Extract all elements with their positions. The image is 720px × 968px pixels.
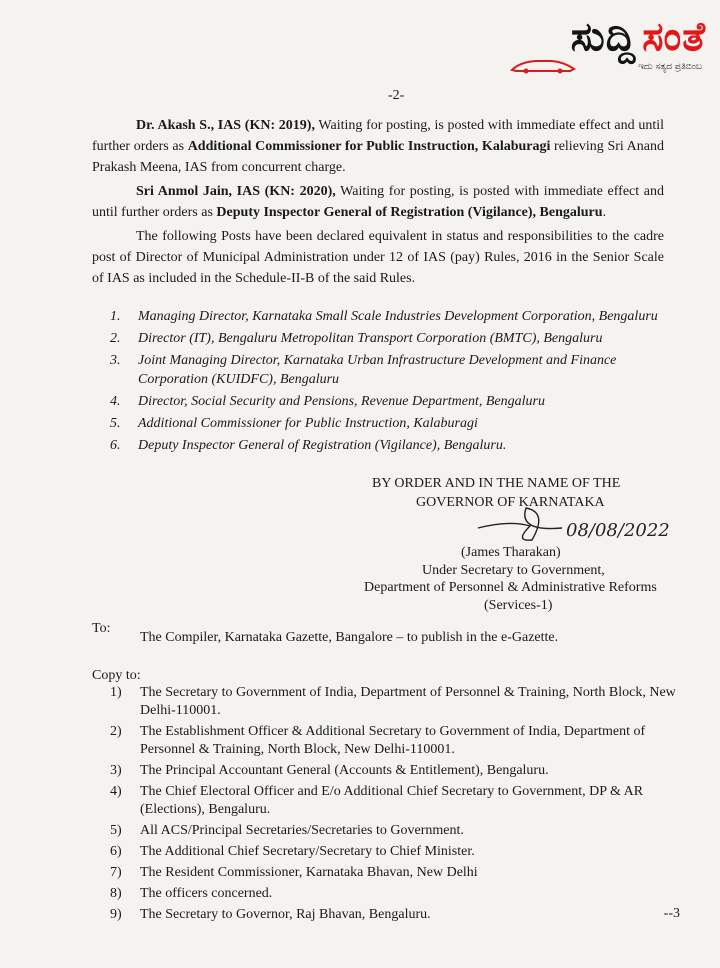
list-item: 9) The Secretary to Governor, Raj Bhavan, Bengaluru. [110,907,431,922]
copy-to-list [110,684,680,927]
to-label: To: [92,621,111,636]
posting-text: Waiting for posting, is posted with immediate effect and until further orders as [92,118,664,154]
list-item: 5) All ACS/Principal Secretaries/Secretaries to Government. [110,823,464,838]
list-item: 2. Director (IT), Bengaluru Metropolitan Transport Corporation (BMTC), Bengaluru [110,331,603,346]
page-number: -2- [388,88,405,103]
list-item: 5. Additional Commissioner for Public Instruction, Kalaburagi [110,416,478,431]
signatory-name: (James Tharakan) [461,545,561,560]
list-item: 2) The Establishment Officer & Additional Secretary to Government of India, Department of Personnel & Training, North Block, New Delhi-110001. [110,724,646,757]
list-item: 4. Director, Social Security and Pensions, Revenue Department, Bengaluru [110,394,545,409]
logo-word-2: ಸಂತೆ [642,14,706,60]
svg-text:08/08/2022: 08/08/2022 [566,520,670,541]
list-item: 7) The Resident Commissioner, Karnataka Bhavan, New Delhi [110,865,478,880]
officer-name: Dr. Akash S., IAS (KN: 2019), [136,118,315,133]
car-icon [510,56,576,74]
logo-tagline: ಇದು ಸತ್ಯದ ಪ್ರತಿಬಿಂಬ [638,62,702,72]
posting-paragraph-1 [92,115,664,178]
order-line-2: GOVERNOR OF KARNATAKA [416,495,605,510]
list-item: 6. Deputy Inspector General of Registration (Vigilance), Bengaluru. [110,438,507,453]
signatory-department: Department of Personnel & Administrative Reforms [364,580,657,595]
signatory-designation: Under Secretary to Government, [422,563,605,578]
equivalent-posts-list [110,307,670,458]
signatory-section: (Services-1) [484,598,553,613]
list-item: 1) The Secretary to Government of India, Department of Personnel & Training, North Block, New Delhi-110001. [110,685,676,718]
signature [470,502,700,548]
continued-marker: --3 [663,906,680,921]
copy-to-label: Copy to: [92,668,141,683]
logo-word-1: ಸುದ್ದಿ [570,14,637,60]
order-line-1: BY ORDER AND IN THE NAME OF THE [372,476,621,491]
posting-post: Additional Commissioner for Public Instruction, Kalaburagi [187,139,551,154]
watermark-logo [506,12,706,78]
list-item: 3. Joint Managing Director, Karnataka Urban Infrastructure Development and Finance Corporation (KUIDFC), Bengaluru [110,353,617,387]
to-recipient: The Compiler, Karnataka Gazette, Bangalore – to publish in the e-Gazette. [140,630,559,645]
list-item: 1. Managing Director, Karnataka Small Scale Industries Development Corporation, Bengaluru [110,309,658,324]
equivalence-paragraph: The following Posts have been declared equivalent in status and responsibilities to the cadre post of Director of Municipal Administration under 12 of IAS (pay) Rules, 2016 in the Senior Scale of IAS as included in the Schedule-II-B of the said Rules. [92,229,664,286]
posting-paragraph-2 [92,181,664,223]
posting-post: Deputy Inspector General of Registration (Vigilance), Bengaluru [216,205,603,220]
list-item: 8) The officers concerned. [110,886,273,901]
logo-title [571,12,706,62]
list-item: 4) The Chief Electoral Officer and E/o Additional Chief Secretary to Government, DP & AR (Elections), Bengaluru. [110,784,644,817]
posting-text-end: . [602,205,607,220]
posting-text-end: relieving Sri Anand Prakash Meena, IAS from concurrent charge. [92,139,664,175]
posting-text: Waiting for posting, is posted with immediate effect and until further orders as [92,184,664,220]
list-item: 3) The Principal Accountant General (Accounts & Entitlement), Bengaluru. [110,763,549,778]
officer-name: Sri Anmol Jain, IAS (KN: 2020), [136,184,336,199]
list-item: 6) The Additional Chief Secretary/Secretary to Chief Minister. [110,844,475,859]
